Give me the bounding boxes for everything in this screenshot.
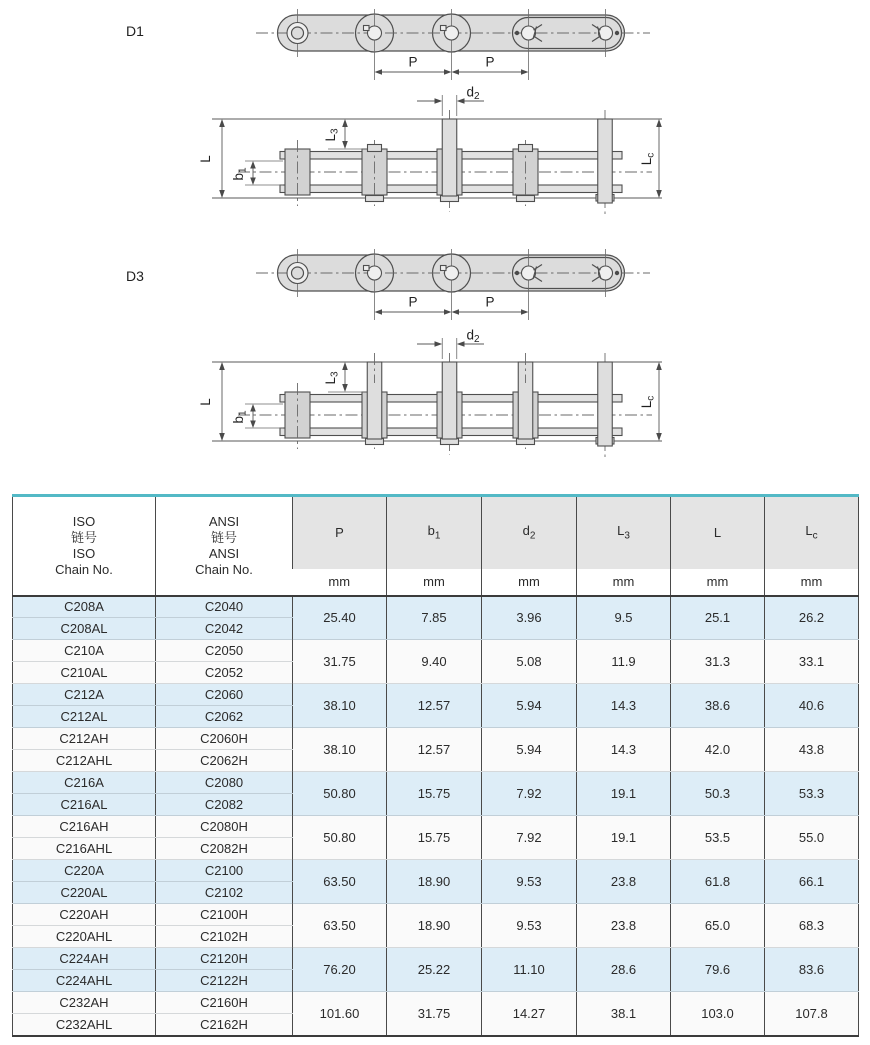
col-header-lc: $L_c$: [765, 496, 859, 569]
value-l3: 14.3: [577, 728, 671, 772]
value-p: 50.80: [293, 816, 387, 860]
table-row: [13, 772, 859, 794]
variant-label-d3: D3: [126, 268, 144, 284]
value-l: 65.0: [671, 904, 765, 948]
d1-side-view: [198, 85, 662, 215]
value-p: 63.50: [293, 904, 387, 948]
iso-chain-no: C216AHL: [13, 838, 156, 860]
col-header-d2: $d_2$: [482, 496, 577, 569]
ansi-chain-no: C2052: [156, 662, 293, 684]
value-lc: 66.1: [765, 860, 859, 904]
table-row: [13, 860, 859, 882]
col-header-l3: $L_3$: [577, 496, 671, 569]
ansi-chain-no: C2082: [156, 794, 293, 816]
value-l: 53.5: [671, 816, 765, 860]
value-lc: 33.1: [765, 640, 859, 684]
value-d2: 11.10: [482, 948, 577, 992]
iso-chain-no: C208A: [13, 596, 156, 618]
col-header-p: P: [293, 496, 387, 569]
value-b1: 15.75: [387, 772, 482, 816]
value-lc: 107.8: [765, 992, 859, 1036]
value-b1: 12.57: [387, 728, 482, 772]
value-d2: 9.53: [482, 904, 577, 948]
iso-chain-no: C224AH: [13, 948, 156, 970]
ansi-chain-no: C2122H: [156, 970, 293, 992]
value-lc: 43.8: [765, 728, 859, 772]
ansi-chain-no: C2042: [156, 618, 293, 640]
value-d2: 7.92: [482, 816, 577, 860]
value-p: 38.10: [293, 684, 387, 728]
col-header-iso: ISO 链号 ISO Chain No.: [13, 496, 156, 596]
d3-side-view: [198, 328, 662, 458]
value-d2: 5.08: [482, 640, 577, 684]
value-p: 50.80: [293, 772, 387, 816]
ansi-chain-no: C2100H: [156, 904, 293, 926]
iso-chain-no: C220A: [13, 860, 156, 882]
value-l: 79.6: [671, 948, 765, 992]
col-header-ansi: ANSI 链号 ANSI Chain No.: [156, 496, 293, 596]
value-l3: 19.1: [577, 772, 671, 816]
iso-chain-no: C212AL: [13, 706, 156, 728]
ansi-chain-no: C2082H: [156, 838, 293, 860]
ansi-chain-no: C2162H: [156, 1014, 293, 1036]
value-lc: 26.2: [765, 596, 859, 640]
value-l3: 19.1: [577, 816, 671, 860]
table-row: [13, 728, 859, 750]
value-d2: 5.94: [482, 728, 577, 772]
iso-chain-no: C212AH: [13, 728, 156, 750]
value-l: 61.8: [671, 860, 765, 904]
ansi-chain-no: C2062H: [156, 750, 293, 772]
value-l3: 23.8: [577, 860, 671, 904]
iso-chain-no: C216A: [13, 772, 156, 794]
value-p: 63.50: [293, 860, 387, 904]
value-d2: 14.27: [482, 992, 577, 1036]
value-d2: 7.92: [482, 772, 577, 816]
iso-chain-no: C220AHL: [13, 926, 156, 948]
iso-chain-no: C212A: [13, 684, 156, 706]
value-p: 25.40: [293, 596, 387, 640]
ansi-chain-no: C2040: [156, 596, 293, 618]
value-lc: 55.0: [765, 816, 859, 860]
value-lc: 68.3: [765, 904, 859, 948]
value-b1: 7.85: [387, 596, 482, 640]
value-l: 50.3: [671, 772, 765, 816]
value-l3: 23.8: [577, 904, 671, 948]
value-d2: 5.94: [482, 684, 577, 728]
table-row: [13, 596, 859, 618]
value-lc: 40.6: [765, 684, 859, 728]
value-p: 38.10: [293, 728, 387, 772]
value-l: 42.0: [671, 728, 765, 772]
value-b1: 31.75: [387, 992, 482, 1036]
ansi-chain-no: C2080: [156, 772, 293, 794]
iso-chain-no: C232AH: [13, 992, 156, 1014]
value-lc: 83.6: [765, 948, 859, 992]
table-row: [13, 816, 859, 838]
value-l3: 28.6: [577, 948, 671, 992]
unit-cell: mm: [765, 569, 859, 596]
ansi-chain-no: C2102: [156, 882, 293, 904]
value-l: 103.0: [671, 992, 765, 1036]
value-l: 31.3: [671, 640, 765, 684]
iso-chain-no: C212AHL: [13, 750, 156, 772]
value-b1: 25.22: [387, 948, 482, 992]
ansi-chain-no: C2120H: [156, 948, 293, 970]
value-l3: 14.3: [577, 684, 671, 728]
unit-cell: mm: [387, 569, 482, 596]
iso-chain-no: C210AL: [13, 662, 156, 684]
value-l3: 9.5: [577, 596, 671, 640]
value-l: 25.1: [671, 596, 765, 640]
ansi-chain-no: C2050: [156, 640, 293, 662]
chain-spec-table: [12, 494, 859, 1037]
ansi-chain-no: C2062: [156, 706, 293, 728]
iso-chain-no: C232AHL: [13, 1014, 156, 1036]
ansi-chain-no: C2100: [156, 860, 293, 882]
chain-diagrams: [0, 0, 870, 492]
value-l: 38.6: [671, 684, 765, 728]
table-row: [13, 948, 859, 970]
value-p: 31.75: [293, 640, 387, 684]
table-row: [13, 992, 859, 1014]
iso-chain-no: C208AL: [13, 618, 156, 640]
iso-chain-no: C224AHL: [13, 970, 156, 992]
value-l3: 38.1: [577, 992, 671, 1036]
iso-chain-no: C220AL: [13, 882, 156, 904]
value-lc: 53.3: [765, 772, 859, 816]
ansi-chain-no: C2102H: [156, 926, 293, 948]
unit-cell: mm: [482, 569, 577, 596]
value-b1: 15.75: [387, 816, 482, 860]
iso-chain-no: C216AH: [13, 816, 156, 838]
col-header-l: L: [671, 496, 765, 569]
ansi-chain-no: C2160H: [156, 992, 293, 1014]
iso-chain-no: C220AH: [13, 904, 156, 926]
value-l3: 11.9: [577, 640, 671, 684]
iso-chain-no: C216AL: [13, 794, 156, 816]
unit-cell: mm: [293, 569, 387, 596]
variant-label-d1: D1: [126, 23, 144, 39]
iso-chain-no: C210A: [13, 640, 156, 662]
unit-cell: mm: [577, 569, 671, 596]
ansi-chain-no: C2060: [156, 684, 293, 706]
table-row: [13, 684, 859, 706]
value-p: 76.20: [293, 948, 387, 992]
value-d2: 9.53: [482, 860, 577, 904]
table-row: [13, 904, 859, 926]
table-row: [13, 640, 859, 662]
value-b1: 9.40: [387, 640, 482, 684]
ansi-chain-no: C2060H: [156, 728, 293, 750]
value-b1: 18.90: [387, 860, 482, 904]
ansi-chain-no: C2080H: [156, 816, 293, 838]
value-d2: 3.96: [482, 596, 577, 640]
unit-cell: mm: [671, 569, 765, 596]
value-p: 101.60: [293, 992, 387, 1036]
value-b1: 18.90: [387, 904, 482, 948]
value-b1: 12.57: [387, 684, 482, 728]
col-header-b1: $b_1$: [387, 496, 482, 569]
